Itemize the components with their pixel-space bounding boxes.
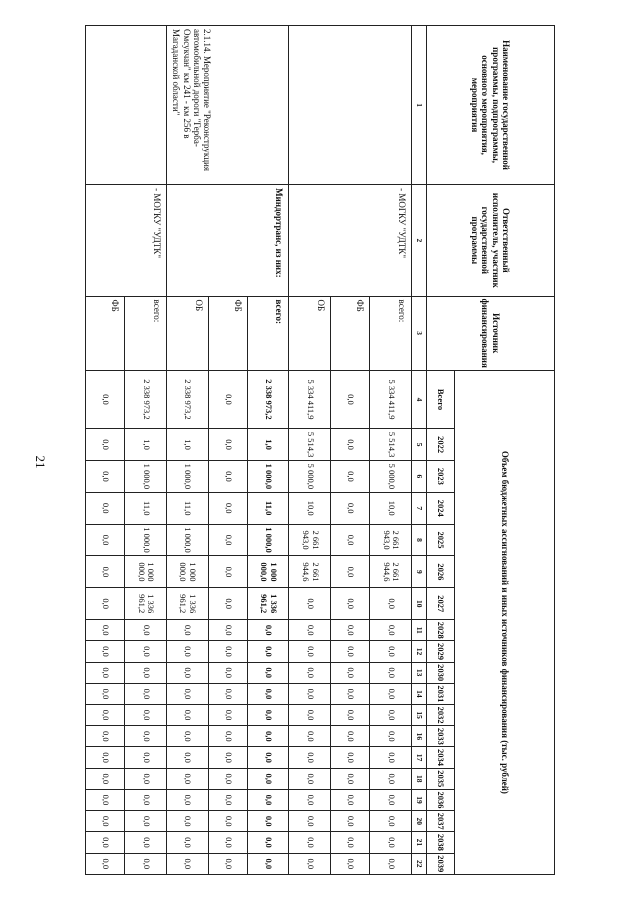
- value-cell: 0,0: [208, 768, 247, 789]
- value-cell: 0,0: [166, 853, 208, 874]
- row-source-cell: ОБ: [289, 296, 331, 370]
- column-number: 12: [412, 641, 427, 662]
- value-cell: 0,0: [331, 492, 370, 524]
- column-number: 4: [412, 370, 427, 428]
- value-cell: 0,0: [208, 429, 247, 461]
- year-header-2031: 2031: [427, 683, 455, 704]
- value-cell: 0,0: [86, 789, 125, 810]
- value-cell: 1 336 961,2: [247, 588, 289, 620]
- value-cell: 11,0: [166, 492, 208, 524]
- value-cell: 0,0: [125, 705, 167, 726]
- value-cell: 0,0: [208, 641, 247, 662]
- value-cell: 0,0: [331, 768, 370, 789]
- value-cell: 0,0: [331, 460, 370, 492]
- value-cell: 0,0: [370, 853, 412, 874]
- value-cell: 0,0: [370, 588, 412, 620]
- value-cell: 0,0: [370, 747, 412, 768]
- row-executor-cell: Миндортранс, из них:: [166, 185, 289, 296]
- value-cell: 0,0: [247, 853, 289, 874]
- column-number: 17: [412, 747, 427, 768]
- year-header-2039: 2039: [427, 853, 455, 874]
- value-cell: 0,0: [289, 811, 331, 832]
- value-cell: 10,0: [370, 492, 412, 524]
- value-cell: 0,0: [125, 789, 167, 810]
- value-cell: 0,0: [125, 768, 167, 789]
- column-number: 21: [412, 832, 427, 853]
- year-header-2037: 2037: [427, 811, 455, 832]
- value-cell: 0,0: [166, 641, 208, 662]
- value-cell: 1,0: [125, 429, 167, 461]
- value-cell: 0,0: [331, 429, 370, 461]
- column-number: 15: [412, 705, 427, 726]
- value-cell: 0,0: [208, 370, 247, 428]
- value-cell: 0,0: [208, 789, 247, 810]
- value-cell: 0,0: [331, 683, 370, 704]
- value-cell: 0,0: [331, 705, 370, 726]
- table-body: [86, 26, 412, 875]
- value-cell: 0,0: [125, 726, 167, 747]
- value-cell: 0,0: [166, 747, 208, 768]
- year-header-2032: 2032: [427, 705, 455, 726]
- col-total-header: Всего: [427, 370, 455, 428]
- value-cell: 0,0: [208, 492, 247, 524]
- value-cell: 0,0: [370, 768, 412, 789]
- value-cell: 11,0: [247, 492, 289, 524]
- year-header-2022: 2022: [427, 429, 455, 461]
- value-cell: 0,0: [331, 588, 370, 620]
- value-cell: 1,0: [247, 429, 289, 461]
- value-cell: 0,0: [247, 662, 289, 683]
- value-cell: 0,0: [166, 620, 208, 641]
- column-number: 8: [412, 524, 427, 556]
- value-cell: 0,0: [331, 811, 370, 832]
- column-number: 3: [412, 296, 427, 370]
- table-row: [247, 26, 289, 875]
- column-number: 9: [412, 556, 427, 588]
- value-cell: 1 336 961,2: [166, 588, 208, 620]
- value-cell: 0,0: [86, 641, 125, 662]
- value-cell: 0,0: [86, 853, 125, 874]
- value-cell: 0,0: [208, 747, 247, 768]
- year-header-2038: 2038: [427, 832, 455, 853]
- value-cell: 0,0: [331, 789, 370, 810]
- column-number: 14: [412, 683, 427, 704]
- value-cell: 5 514,3: [370, 429, 412, 461]
- value-cell: 0,0: [370, 832, 412, 853]
- value-cell: 0,0: [370, 705, 412, 726]
- value-cell: 1 000,0: [247, 460, 289, 492]
- value-cell: 0,0: [86, 705, 125, 726]
- value-cell: 0,0: [289, 768, 331, 789]
- value-cell: 0,0: [247, 683, 289, 704]
- column-number: 19: [412, 789, 427, 810]
- value-cell: 0,0: [125, 683, 167, 704]
- column-number: 13: [412, 662, 427, 683]
- value-cell: 0,0: [208, 705, 247, 726]
- value-cell: 0,0: [370, 662, 412, 683]
- column-number-row: [412, 26, 427, 875]
- column-number: 20: [412, 811, 427, 832]
- value-cell: 1 000,0: [166, 524, 208, 556]
- value-cell: 0,0: [247, 789, 289, 810]
- year-header-2024: 2024: [427, 492, 455, 524]
- value-cell: 0,0: [289, 662, 331, 683]
- value-cell: 0,0: [125, 620, 167, 641]
- value-cell: 0,0: [125, 747, 167, 768]
- value-cell: 2 661 944,6: [370, 556, 412, 588]
- value-cell: 0,0: [208, 662, 247, 683]
- value-cell: 1 000,0: [166, 460, 208, 492]
- column-number: 2: [412, 185, 427, 296]
- value-cell: 0,0: [370, 789, 412, 810]
- value-cell: 0,0: [247, 705, 289, 726]
- value-cell: 5 334 411,9: [289, 370, 331, 428]
- value-cell: 0,0: [331, 662, 370, 683]
- year-header-2036: 2036: [427, 789, 455, 810]
- value-cell: 0,0: [86, 588, 125, 620]
- page-number: 21: [33, 455, 48, 469]
- value-cell: 0,0: [208, 811, 247, 832]
- value-cell: 0,0: [86, 811, 125, 832]
- value-cell: 0,0: [247, 832, 289, 853]
- value-cell: 10,0: [289, 492, 331, 524]
- value-cell: 0,0: [86, 556, 125, 588]
- value-cell: 0,0: [370, 641, 412, 662]
- row-source-cell: всего:: [247, 296, 289, 370]
- year-header-2034: 2034: [427, 747, 455, 768]
- row-source-cell: ФБ: [208, 296, 247, 370]
- value-cell: 0,0: [247, 811, 289, 832]
- col-volume-header: Объем бюджетных ассигнований и иных источников финансирования (тыс. рублей): [455, 370, 555, 874]
- value-cell: 5 000,0: [289, 460, 331, 492]
- col-name-header: Наименование государственной программы, подпрограммы, основного мероприятия, мероприятия: [427, 26, 555, 185]
- value-cell: 0,0: [86, 747, 125, 768]
- year-header-2026: 2026: [427, 556, 455, 588]
- value-cell: 0,0: [86, 683, 125, 704]
- value-cell: 0,0: [289, 789, 331, 810]
- value-cell: 0,0: [331, 524, 370, 556]
- row-source-cell: ФБ: [331, 296, 370, 370]
- value-cell: 0,0: [125, 641, 167, 662]
- value-cell: 0,0: [331, 853, 370, 874]
- year-header-2030: 2030: [427, 662, 455, 683]
- row-source-cell: ОБ: [166, 296, 208, 370]
- column-number: 7: [412, 492, 427, 524]
- value-cell: 0,0: [86, 524, 125, 556]
- value-cell: 0,0: [125, 832, 167, 853]
- value-cell: 1 000,0: [125, 460, 167, 492]
- value-cell: 0,0: [86, 726, 125, 747]
- year-header-2025: 2025: [427, 524, 455, 556]
- column-number: 22: [412, 853, 427, 874]
- value-cell: 0,0: [289, 641, 331, 662]
- value-cell: 0,0: [125, 662, 167, 683]
- value-cell: 0,0: [86, 492, 125, 524]
- value-cell: 1 000 000,0: [125, 556, 167, 588]
- value-cell: 0,0: [208, 726, 247, 747]
- value-cell: 0,0: [166, 768, 208, 789]
- value-cell: 0,0: [331, 747, 370, 768]
- value-cell: 0,0: [208, 683, 247, 704]
- year-header-2035: 2035: [427, 768, 455, 789]
- value-cell: 0,0: [86, 832, 125, 853]
- row-executor-cell: - МОГКУ "УДТК": [289, 185, 412, 296]
- value-cell: 2 661 943,0: [289, 524, 331, 556]
- value-cell: 0,0: [86, 662, 125, 683]
- value-cell: 1 000,0: [125, 524, 167, 556]
- value-cell: 0,0: [370, 726, 412, 747]
- row-name-cell: [86, 26, 167, 185]
- value-cell: 0,0: [208, 588, 247, 620]
- row-name-cell: 2.1.14. Мероприятие "Реконструкция автомобильной дороги "Герба-Омсукчан" км 241 - км 256 в Магаданской области": [166, 26, 289, 185]
- value-cell: 0,0: [331, 556, 370, 588]
- value-cell: 0,0: [331, 641, 370, 662]
- value-cell: 0,0: [289, 726, 331, 747]
- row-source-cell: всего:: [125, 296, 167, 370]
- value-cell: 0,0: [166, 662, 208, 683]
- col-executor-header: Ответственный исполнитель, участник государственной программы: [427, 185, 555, 296]
- year-header-2029: 2029: [427, 641, 455, 662]
- value-cell: 0,0: [289, 832, 331, 853]
- value-cell: 0,0: [289, 620, 331, 641]
- value-cell: 0,0: [289, 853, 331, 874]
- value-cell: 0,0: [125, 853, 167, 874]
- value-cell: 0,0: [247, 620, 289, 641]
- year-header-2033: 2033: [427, 726, 455, 747]
- value-cell: 1 336 961,2: [125, 588, 167, 620]
- value-cell: 1,0: [166, 429, 208, 461]
- value-cell: 0,0: [247, 747, 289, 768]
- row-name-cell: [289, 26, 412, 185]
- col-source-header: Источник финансирования: [427, 296, 555, 370]
- value-cell: 0,0: [331, 832, 370, 853]
- value-cell: 0,0: [247, 768, 289, 789]
- value-cell: 0,0: [166, 789, 208, 810]
- value-cell: 0,0: [247, 726, 289, 747]
- value-cell: 11,0: [125, 492, 167, 524]
- value-cell: 0,0: [86, 460, 125, 492]
- value-cell: 0,0: [166, 811, 208, 832]
- rotated-table-container: [85, 25, 555, 875]
- year-header-2027: 2027: [427, 588, 455, 620]
- column-number: 5: [412, 429, 427, 461]
- value-cell: 0,0: [208, 524, 247, 556]
- value-cell: 0,0: [208, 460, 247, 492]
- value-cell: 1 000,0: [247, 524, 289, 556]
- column-number: 16: [412, 726, 427, 747]
- row-executor-cell: - МОГКУ "УДТК": [86, 185, 167, 296]
- value-cell: 2 338 973,2: [166, 370, 208, 428]
- value-cell: 0,0: [208, 853, 247, 874]
- table-row: [125, 26, 167, 875]
- value-cell: 1 000 000,0: [166, 556, 208, 588]
- value-cell: 0,0: [86, 620, 125, 641]
- value-cell: 0,0: [370, 811, 412, 832]
- row-source-cell: ФБ: [86, 296, 125, 370]
- value-cell: 2 338 973,2: [247, 370, 289, 428]
- column-number: 10: [412, 588, 427, 620]
- financing-table: [85, 25, 555, 875]
- value-cell: 0,0: [331, 726, 370, 747]
- value-cell: 0,0: [247, 641, 289, 662]
- value-cell: 0,0: [166, 683, 208, 704]
- value-cell: 0,0: [331, 370, 370, 428]
- value-cell: 2 661 944,6: [289, 556, 331, 588]
- value-cell: 0,0: [86, 370, 125, 428]
- value-cell: 0,0: [208, 556, 247, 588]
- row-source-cell: всего:: [370, 296, 412, 370]
- table-row: [370, 26, 412, 875]
- year-header-2028: 2028: [427, 620, 455, 641]
- value-cell: 0,0: [125, 811, 167, 832]
- value-cell: 2 661 943,0: [370, 524, 412, 556]
- year-header-2023: 2023: [427, 460, 455, 492]
- value-cell: 0,0: [370, 683, 412, 704]
- value-cell: 0,0: [370, 620, 412, 641]
- value-cell: 0,0: [331, 620, 370, 641]
- value-cell: 0,0: [166, 705, 208, 726]
- value-cell: 1 000 000,0: [247, 556, 289, 588]
- column-number: 11: [412, 620, 427, 641]
- table-header: [412, 26, 555, 875]
- value-cell: 0,0: [86, 768, 125, 789]
- value-cell: 0,0: [208, 832, 247, 853]
- value-cell: 2 338 973,2: [125, 370, 167, 428]
- column-number: 1: [412, 26, 427, 185]
- value-cell: 0,0: [208, 620, 247, 641]
- value-cell: 5 514,3: [289, 429, 331, 461]
- column-number: 18: [412, 768, 427, 789]
- value-cell: 5 000,0: [370, 460, 412, 492]
- value-cell: 0,0: [289, 747, 331, 768]
- value-cell: 0,0: [86, 429, 125, 461]
- column-number: 6: [412, 460, 427, 492]
- value-cell: 0,0: [289, 588, 331, 620]
- value-cell: 5 334 411,9: [370, 370, 412, 428]
- value-cell: 0,0: [166, 726, 208, 747]
- value-cell: 0,0: [166, 832, 208, 853]
- value-cell: 0,0: [289, 683, 331, 704]
- value-cell: 0,0: [289, 705, 331, 726]
